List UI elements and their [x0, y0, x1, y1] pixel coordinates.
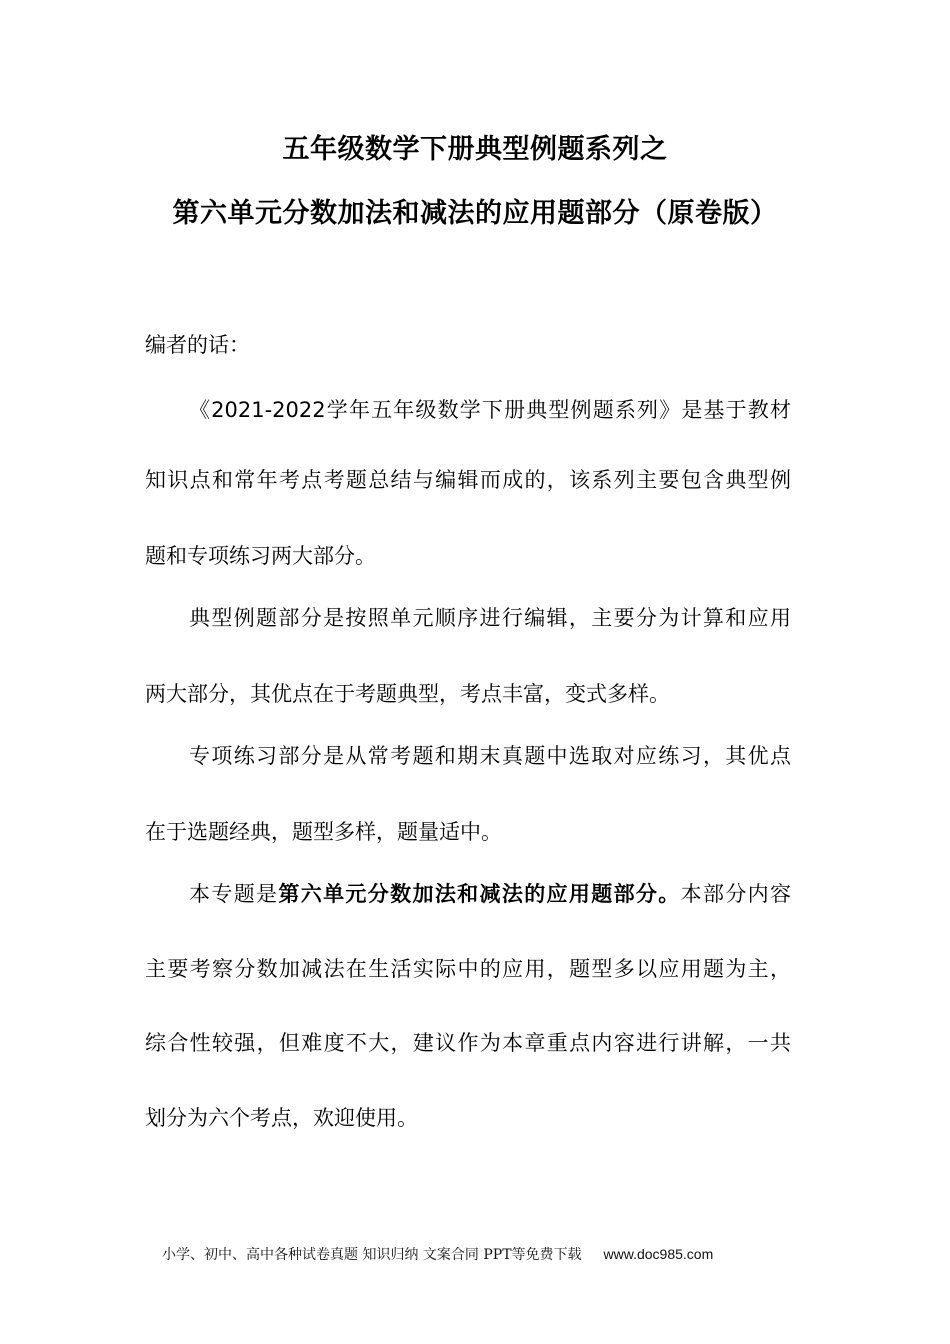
paragraph-1-line-2: 知识点和常年考点考题总结与编辑而成的，该系列主要包含典型例 [145, 468, 791, 492]
paragraph-3-line-2: 在于选题经典，题型多样，题量适中。 [145, 820, 502, 844]
paragraph-1-line-3: 题和专项练习两大部分。 [145, 544, 376, 568]
paragraph-2-line-2: 两大部分，其优点在于考题典型，考点丰富，变式多样。 [145, 682, 670, 706]
footer-text: 小学、初中、高中各种试卷真题 知识归纳 文案合同 PPT等免费下载 [162, 1247, 582, 1263]
paragraph-4-prefix: 本专题是 [189, 882, 279, 906]
paragraph-4-line-4: 划分为六个考点，欢迎使用。 [145, 1106, 418, 1130]
paragraph-4-line-3: 综合性较强，但难度不大，建议作为本章重点内容进行讲解，一共 [145, 1031, 791, 1055]
paragraph-4-line-1 [189, 879, 791, 909]
paragraph-4-topic-highlight: 第六单元分数加法和减法的应用题部分。 [278, 882, 681, 906]
paragraph-2-line-1: 典型例题部分是按照单元顺序进行编辑，主要分为计算和应用 [189, 606, 791, 630]
paragraph-4-suffix: 本部分内容 [680, 882, 792, 906]
paragraph-3-line-1: 专项练习部分是从常考题和期末真题中选取对应练习，其优点 [189, 744, 791, 768]
document-title-line-1: 五年级数学下册典型例题系列之 [282, 134, 668, 165]
editor-note-label: 编者的话： [145, 333, 250, 357]
footer-url-link[interactable]: www.doc985.com [603, 1246, 714, 1262]
document-title-line-2: 第六单元分数加法和减法的应用题部分（原卷版） [172, 198, 778, 229]
paragraph-4-line-2: 主要考察分数加减法在生活实际中的应用，题型多以应用题为主， [145, 957, 791, 981]
paragraph-1-line-1: 《2021-2022学年五年级数学下册典型例题系列》是基于教材 [189, 398, 791, 422]
page-footer [162, 1243, 713, 1266]
